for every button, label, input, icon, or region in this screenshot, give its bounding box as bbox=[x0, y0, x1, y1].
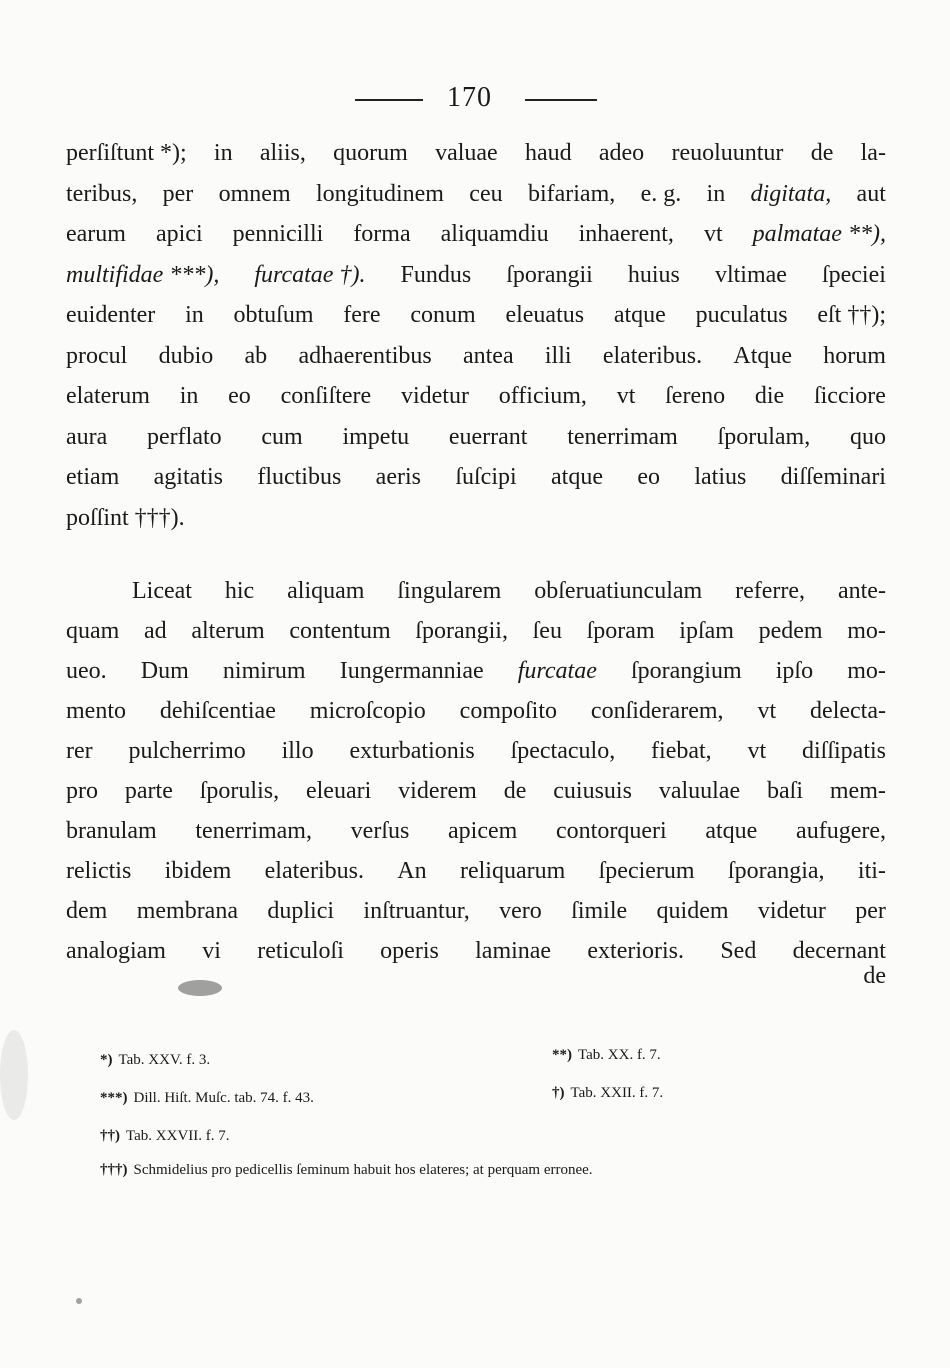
word: haud bbox=[524, 140, 572, 166]
word: valuulae bbox=[658, 778, 741, 804]
word: e. g. bbox=[640, 180, 682, 207]
word: videtur bbox=[400, 383, 469, 409]
word: illo bbox=[281, 738, 314, 764]
ink-smudge bbox=[178, 980, 222, 996]
word: mento bbox=[66, 698, 126, 724]
word: hic bbox=[224, 578, 255, 604]
word: teribus, bbox=[66, 180, 138, 207]
word: ab bbox=[244, 342, 268, 369]
word: aura bbox=[66, 423, 108, 450]
para1-line bbox=[66, 418, 886, 456]
word: vltimae bbox=[714, 261, 787, 288]
word: videtur bbox=[757, 898, 826, 924]
word: aliquam bbox=[287, 578, 365, 604]
word: ſereno bbox=[665, 383, 726, 409]
word: baſi bbox=[767, 778, 803, 804]
word: dem bbox=[66, 898, 108, 924]
footnote-text: Tab. XXII. f. 7. bbox=[570, 1085, 664, 1101]
para2-line bbox=[66, 692, 886, 730]
word: compoſito bbox=[459, 698, 557, 724]
word: adhaerentibus bbox=[298, 342, 432, 369]
word: eo bbox=[637, 464, 660, 490]
word: fiebat, bbox=[651, 738, 712, 764]
word: ſeu bbox=[532, 618, 562, 644]
word: vt bbox=[703, 221, 723, 247]
word: bifariam, bbox=[527, 180, 616, 207]
word: referre, bbox=[735, 578, 806, 604]
word: verſus bbox=[350, 818, 410, 844]
footnote-text: Tab. XXVII. f. 7. bbox=[126, 1128, 230, 1144]
word: agitatis bbox=[153, 464, 223, 490]
ink-dot bbox=[76, 1298, 82, 1304]
word: ſimile bbox=[571, 898, 628, 924]
para2-line bbox=[66, 732, 886, 770]
word: ſporulis, bbox=[199, 778, 280, 804]
para2-line bbox=[132, 572, 886, 610]
para2-line bbox=[66, 892, 886, 930]
word: ſuſcipi bbox=[455, 464, 517, 490]
footnote-text: Tab. XXV. f. 3. bbox=[118, 1052, 211, 1068]
word: ſicciore bbox=[813, 383, 886, 409]
word: illi bbox=[544, 342, 572, 369]
word: apicem bbox=[448, 818, 518, 844]
word: impetu bbox=[342, 423, 410, 450]
word: aut bbox=[856, 180, 886, 207]
word: quorum bbox=[333, 140, 408, 166]
word: vi bbox=[202, 938, 221, 964]
word: Liceat bbox=[132, 578, 192, 604]
word: ſporangia, bbox=[727, 858, 825, 884]
word: analogiam bbox=[66, 938, 166, 964]
word: perſiſtunt *); bbox=[66, 140, 187, 166]
word: ſporangium bbox=[630, 658, 742, 684]
para1-line bbox=[66, 296, 886, 334]
footnote bbox=[552, 1083, 663, 1103]
word: in bbox=[706, 180, 726, 207]
word: ſpecierum bbox=[598, 858, 695, 884]
word: per bbox=[162, 180, 194, 207]
word: elaterum bbox=[66, 383, 150, 409]
word: ſporulam, bbox=[717, 423, 811, 450]
page-number: 170 bbox=[447, 82, 492, 113]
word: exturbationis bbox=[349, 738, 475, 764]
word: viderem bbox=[398, 778, 477, 804]
word: ſpeciei bbox=[821, 261, 886, 288]
word: exterioris. bbox=[587, 938, 685, 964]
word: laminae bbox=[475, 938, 552, 964]
para2-line bbox=[66, 812, 886, 850]
catchword: de bbox=[863, 963, 886, 989]
word: in bbox=[185, 302, 204, 328]
word: vero bbox=[499, 898, 542, 924]
word: eleuatus bbox=[505, 302, 585, 328]
word: vt bbox=[616, 383, 636, 409]
word: Atque bbox=[733, 342, 793, 369]
footnote bbox=[100, 1088, 314, 1108]
word: fluctibus bbox=[257, 464, 342, 490]
word: ſingularem bbox=[397, 578, 502, 604]
word: conſiſtere bbox=[280, 383, 372, 409]
footnote-mark: †††) bbox=[100, 1162, 128, 1178]
word: latius bbox=[694, 464, 747, 490]
word: eleuari bbox=[305, 778, 372, 804]
word: earum bbox=[66, 221, 126, 247]
para1-line bbox=[66, 215, 886, 253]
footnote-text: Tab. XX. f. 7. bbox=[578, 1047, 661, 1063]
para1-line bbox=[66, 499, 886, 537]
word: ſporangii, bbox=[415, 618, 508, 644]
word: branulam bbox=[66, 818, 157, 844]
word: ſporam bbox=[586, 618, 655, 644]
word: ſporangii bbox=[506, 261, 593, 288]
para2-line bbox=[66, 772, 886, 810]
word: ibidem bbox=[164, 858, 232, 884]
word: quo bbox=[849, 423, 886, 450]
word: etiam bbox=[66, 464, 120, 490]
word: euidenter bbox=[66, 302, 156, 328]
word: digitata, bbox=[750, 180, 832, 207]
word: furcatae †). bbox=[254, 261, 366, 288]
word: Fundus bbox=[400, 261, 472, 288]
word: rer bbox=[66, 738, 93, 764]
word: in bbox=[179, 383, 199, 409]
word: ipſo bbox=[775, 658, 814, 684]
word: reticuloſi bbox=[257, 938, 344, 964]
word: pedem bbox=[758, 618, 823, 644]
word: atque bbox=[613, 302, 666, 328]
para2-line bbox=[66, 612, 886, 650]
footnote-mark: †) bbox=[552, 1085, 565, 1101]
word: nimirum bbox=[222, 658, 306, 684]
word: perflato bbox=[147, 423, 222, 450]
word: poſſint †††). bbox=[66, 504, 185, 531]
footnote-mark: ††) bbox=[100, 1128, 120, 1144]
para1-line bbox=[66, 256, 886, 294]
word: alterum bbox=[191, 618, 265, 644]
word: valuae bbox=[435, 140, 498, 166]
word: aliis, bbox=[259, 140, 306, 166]
word: parte bbox=[124, 778, 173, 804]
word: huius bbox=[627, 261, 680, 288]
word: mo- bbox=[847, 618, 886, 644]
word: multifidae ***), bbox=[66, 261, 220, 288]
para1-line bbox=[66, 175, 886, 213]
word: operis bbox=[380, 938, 439, 964]
word: Iungermanniae bbox=[339, 658, 484, 684]
word: eo bbox=[228, 383, 251, 409]
word: cuiusuis bbox=[553, 778, 632, 804]
word: obſeruatiunculam bbox=[534, 578, 703, 604]
word: conum bbox=[410, 302, 476, 328]
word: ueo. bbox=[66, 658, 107, 684]
word: mo- bbox=[847, 658, 886, 684]
word: aeris bbox=[375, 464, 421, 490]
word: obtuſum bbox=[233, 302, 314, 328]
word: tenerrimam bbox=[567, 423, 678, 450]
word: atque bbox=[551, 464, 603, 490]
word: omnem bbox=[218, 180, 291, 207]
word: diſſipatis bbox=[802, 738, 886, 764]
word: forma bbox=[353, 221, 411, 247]
paper-stain bbox=[0, 1030, 28, 1120]
word: pennicilli bbox=[232, 221, 324, 247]
footnote-mark: **) bbox=[552, 1047, 572, 1063]
word: de bbox=[810, 140, 834, 166]
word: puculatus bbox=[695, 302, 788, 328]
word: contorqueri bbox=[556, 818, 667, 844]
word: fere bbox=[343, 302, 381, 328]
word: dehiſcentiae bbox=[159, 698, 276, 724]
footnote bbox=[100, 1160, 593, 1180]
footnote-mark: ***) bbox=[100, 1090, 128, 1106]
footnote bbox=[100, 1050, 210, 1070]
header-rule-left bbox=[355, 99, 423, 101]
footnote-text: Dill. Hiſt. Muſc. tab. 74. f. 43. bbox=[133, 1090, 314, 1106]
word: horum bbox=[823, 342, 886, 369]
word: decernant bbox=[792, 938, 886, 964]
word: elateribus. bbox=[602, 342, 703, 369]
word: contentum bbox=[289, 618, 391, 644]
word: vt bbox=[747, 738, 767, 764]
word: ceu bbox=[469, 180, 503, 207]
word: tenerrimam, bbox=[195, 818, 312, 844]
para2-line bbox=[66, 852, 886, 890]
footnote-text: Schmidelius pro pedicellis ſeminum habuit hos elateres; at perquam erronee. bbox=[133, 1162, 593, 1178]
word: cum bbox=[261, 423, 303, 450]
word: conſiderarem, bbox=[590, 698, 724, 724]
word: iti- bbox=[857, 858, 886, 884]
word: membrana bbox=[136, 898, 238, 924]
word: vt bbox=[757, 698, 777, 724]
word: per bbox=[855, 898, 886, 924]
header-rule-right bbox=[525, 99, 597, 101]
para2-line bbox=[66, 652, 886, 690]
para1-line bbox=[66, 134, 886, 172]
word: euerrant bbox=[448, 423, 528, 450]
word: diſſeminari bbox=[780, 464, 886, 490]
word: pulcherrimo bbox=[128, 738, 246, 764]
word: eſt ††); bbox=[817, 302, 886, 328]
word: antea bbox=[462, 342, 514, 369]
word: relictis bbox=[66, 858, 132, 884]
page-header bbox=[0, 82, 950, 122]
word: An bbox=[397, 858, 427, 884]
word: aufugere, bbox=[796, 818, 886, 844]
word: quidem bbox=[656, 898, 729, 924]
footnote-mark: *) bbox=[100, 1052, 113, 1068]
word: in bbox=[213, 140, 233, 166]
word: ante- bbox=[837, 578, 886, 604]
word: furcatae bbox=[517, 658, 597, 684]
word: elateribus. bbox=[264, 858, 364, 884]
word: Dum bbox=[140, 658, 189, 684]
footnote bbox=[552, 1045, 661, 1065]
word: dubio bbox=[158, 342, 214, 369]
word: inhaerent, bbox=[578, 221, 674, 247]
word: Sed bbox=[720, 938, 757, 964]
word: microſcopio bbox=[309, 698, 426, 724]
word: die bbox=[754, 383, 785, 409]
word: pro bbox=[66, 778, 98, 804]
word: de bbox=[503, 778, 527, 804]
word: mem- bbox=[829, 778, 886, 804]
word: procul bbox=[66, 342, 128, 369]
word: delecta- bbox=[810, 698, 886, 724]
footnote bbox=[100, 1126, 230, 1146]
word: aliquamdiu bbox=[440, 221, 549, 247]
para1-line bbox=[66, 458, 886, 496]
word: palmatae **), bbox=[752, 221, 886, 247]
word: ad bbox=[144, 618, 167, 644]
para1-line bbox=[66, 337, 886, 375]
word: quam bbox=[66, 618, 120, 644]
word: atque bbox=[705, 818, 758, 844]
word: la- bbox=[860, 140, 886, 166]
word: reuoluuntur bbox=[671, 140, 784, 166]
word: inſtruantur, bbox=[363, 898, 470, 924]
word: officium, bbox=[498, 383, 587, 409]
word: longitudinem bbox=[315, 180, 444, 207]
word: ipſam bbox=[679, 618, 734, 644]
word: ſpectaculo, bbox=[510, 738, 616, 764]
word: apici bbox=[155, 221, 203, 247]
word: reliquarum bbox=[459, 858, 566, 884]
word: adeo bbox=[598, 140, 645, 166]
word: duplici bbox=[267, 898, 335, 924]
para1-line bbox=[66, 377, 886, 415]
